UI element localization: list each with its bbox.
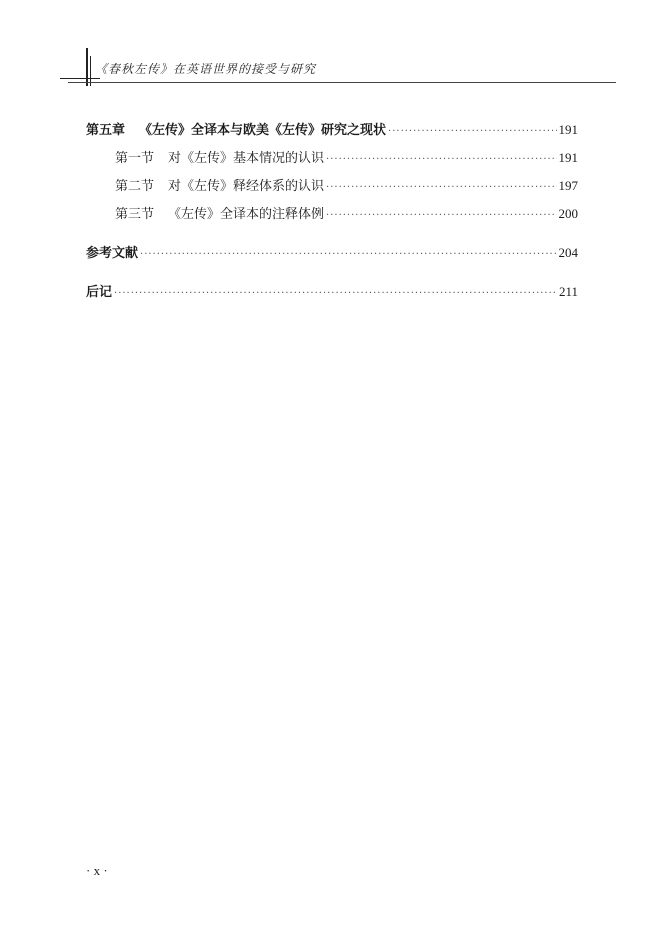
toc-entry-chapter-5[interactable] (86, 121, 578, 139)
header-short-rule (60, 78, 100, 79)
header-horizontal-rule (68, 82, 616, 83)
toc-page-number: 191 (558, 122, 578, 137)
header-vertical-rule (86, 48, 88, 86)
dot-leader (388, 123, 556, 141)
toc-page-number: 197 (558, 178, 578, 193)
table-of-contents (86, 121, 578, 301)
dot-leader (114, 285, 557, 303)
section-number: 第三节 (115, 207, 155, 222)
dot-leader (326, 207, 556, 225)
toc-entry-section-2[interactable] (86, 177, 578, 195)
chapter-number: 第五章 (86, 123, 126, 138)
dot-leader (140, 246, 556, 264)
dot-leader (326, 151, 556, 169)
toc-entry-afterword[interactable] (86, 283, 578, 301)
dot-leader (326, 179, 556, 197)
section-number: 第一节 (115, 151, 155, 166)
toc-entry-label (115, 178, 324, 196)
section-title: 《左传》全译本的注释体例 (168, 207, 325, 222)
toc-entry-label (115, 150, 324, 168)
chapter-title: 《左传》全译本与欧美《左传》研究之现状 (139, 123, 387, 138)
toc-entry-label (115, 206, 324, 224)
toc-entry-references[interactable] (86, 244, 578, 262)
page-number: · x · (86, 863, 108, 878)
toc-entry-section-1[interactable] (86, 149, 578, 167)
running-title: 《春秋左传》在英语世界的接受与研究 (95, 62, 317, 76)
toc-entry-section-3[interactable] (86, 205, 578, 223)
section-title: 对《左传》基本情况的认识 (168, 151, 325, 166)
toc-entry-label: 参考文献 (86, 246, 139, 261)
toc-entry-label: 后记 (86, 285, 113, 300)
toc-page-number: 204 (558, 245, 578, 260)
section-number: 第二节 (115, 179, 155, 194)
toc-page-number: 191 (558, 150, 578, 165)
toc-entry-label (86, 122, 386, 140)
section-title: 对《左传》释经体系的认识 (168, 179, 325, 194)
toc-page-number: 200 (558, 206, 578, 221)
toc-page-number: 211 (558, 284, 578, 299)
